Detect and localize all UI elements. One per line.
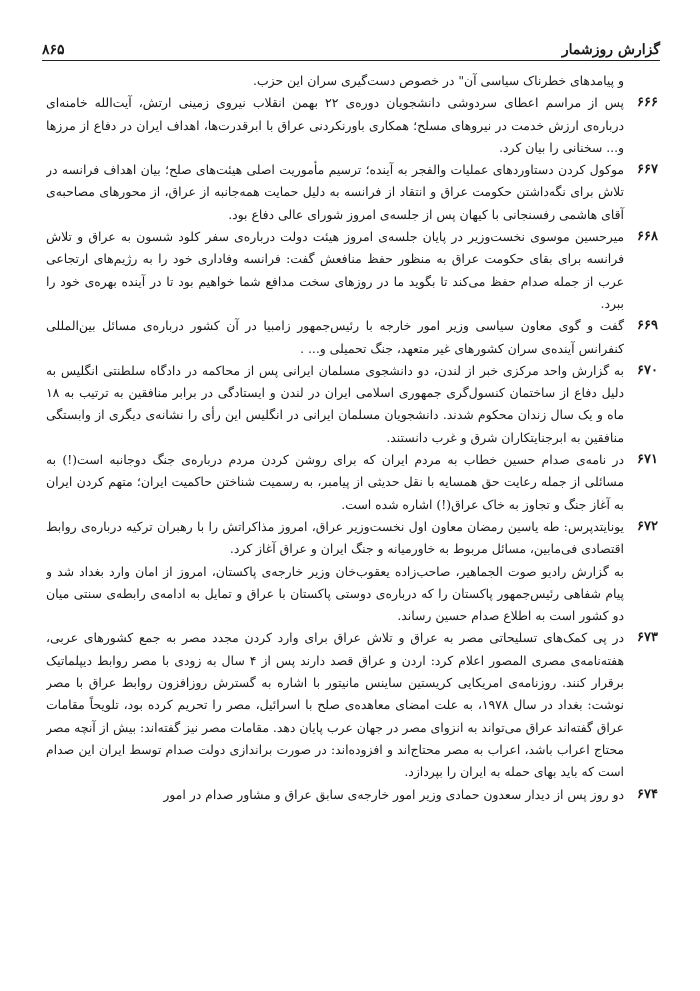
entry	[46, 784, 658, 806]
entry-text	[46, 449, 624, 516]
entry-number: ۶۷۳	[637, 630, 658, 646]
entry-text	[46, 92, 624, 159]
entry-paragraph: میرحسین موسوی نخست‌وزیر در پایان جلسه‌ی امروز هیئت دولت درباره‌ی سفر کلود شسون به عراق و تلاش فرانسه برای بقای حکومت عراق به منظور حفظ منافعش گفت: فرانسه وفاداری خود را به رژیم‌های ارتجاعی عرب از جمله صدام حفظ می‌کند تا بگوید ما در روزهای سخت مدافع شما خواهیم بود تا در آینده بهره‌ی خود را ببرد.	[46, 229, 624, 311]
entry-number: ۶۷۴	[637, 786, 658, 802]
entry	[46, 627, 658, 783]
entry-number: ۶۷۰	[637, 362, 658, 378]
entry-number: ۶۶۷	[637, 162, 658, 178]
continued-paragraph: و پیامدهای خطرناک سیاسی آن" در خصوص دست‌گیری سران این حزب.	[252, 73, 624, 88]
entry	[46, 360, 658, 449]
entry-number: ۶۷۲	[637, 518, 658, 534]
entry-paragraph: در نامه‌ی صدام حسین خطاب به مردم ایران که برای روشن کردن مردم درباره‌ی جنگ دوجانبه است(!) به مسائلی از جمله رعایت حق همسایه با نقل حدیثی از پیامبر، به رسمیت شناختن حاکمیت ایران؛ متهم کردن ایران به آغاز جنگ و تجاوز به خاک عراق(!) اشاره شده است.	[46, 452, 624, 512]
entry	[46, 92, 658, 159]
entry-paragraph: موکول کردن دستاوردهای عملیات والفجر به آینده؛ ترسیم مأموریت اصلی هیئت‌های صلح؛ بیان اهداف فرانسه در تلاش برای نگه‌داشتن حکومت عراق و انتقاد از فرانسه به دلیل حمایت همه‌جانبه از عراق، از محورهای مصاحبه‌ی آقای هاشمی رفسنجانی با کیهان پس از جلسه‌ی امروز شورای عالی دفاع بود.	[46, 162, 624, 222]
entry-paragraph: به گزارش واحد مرکزی خبر از لندن، دو دانشجوی مسلمان ایرانی پس از محاکمه در دادگاه سلطنتی انگلیس به دلیل دفاع از ساختمان کنسول‌گری جمهوری اسلامی ایران در لندن و ایستادگی در برابر منافقین به ترتیب به ۱۸ ماه و یک سال زندان محکوم شدند. دانشجویان مسلمان ایرانی در انگلیس این رأی را نشانه‌ی دیگری از وابستگی منافقین به ابرجنایتکاران شرق و غرب دانستند.	[46, 362, 624, 445]
entry-text	[46, 315, 624, 360]
entry-number: ۶۶۸	[637, 229, 658, 245]
running-title: گزارش روزشمار	[561, 42, 660, 58]
entry-paragraph: پس از مراسم اعطای سردوشی دانشجویان دوره‌ی ۲۲ بهمن انقلاب نیروی زمینی ارتش، آیت‌الله خامنه‌ای درباره‌ی ارزش خدمت در نیروهای مسلح؛ همکاری باورنکردنی عراق با ابرقدرت‌ها، اهداف ایران در دفاع از مرزها و... سخنانی را بیان کرد.	[46, 95, 624, 155]
entry	[46, 449, 658, 516]
entry-number: ۶۷۱	[637, 452, 658, 468]
entry-paragraph: دو روز پس از دیدار سعدون حمادی وزیر امور خارجه‌ی سابق عراق و مشاور صدام در امور	[163, 786, 624, 802]
entry-paragraph: در پی کمک‌های تسلیحاتی مصر به عراق و تلاش عراق برای وارد کردن مجدد مصر به جمع کشورهای عربی، هفته‌نامه‌ی مصری المصور اعلام کرد: اردن و عراق قصد دارند پس از ۴ سال به زودی با مصر روابط دیپلماتیک برقرار کنند. روزنامه‌ی امریکایی کریستین ساینس مانیتور با اشاره به گسترش روزافزون روابط عراق با مصر نوشت: بغداد در سال ۱۹۷۸، به علت امضای معاهده‌ی صلح با اسرائیل، مصر را تحریم کرده بود، تلویحاً مقامات عراق گفته‌اند عراق می‌تواند به انزوای مصر در جهان عرب پایان دهد. مقامات مصر نیز گفته‌اند: بیش از آنچه مصر محتاج اعراب باشد، اعراب به مصر محتاج‌اند و افزوده‌اند: در صورت براندازی دولت صدام توسط ایران این صدام است که باید بهای حمله به ایران را بپردازد.	[46, 630, 624, 780]
entry	[46, 315, 658, 360]
entry	[46, 226, 658, 315]
entry-text	[46, 627, 624, 783]
header-rule	[42, 60, 660, 61]
entry	[46, 516, 658, 627]
running-header	[42, 36, 660, 58]
document-body	[46, 70, 658, 977]
page-number: ۸۶۵	[42, 42, 65, 58]
entry-text	[46, 159, 624, 226]
entry-number: ۶۶۹	[637, 318, 658, 334]
entry-text	[46, 784, 624, 806]
entry-text	[46, 226, 624, 315]
entry-text	[46, 516, 624, 627]
entry-number: ۶۶۶	[637, 95, 658, 111]
entry	[46, 159, 658, 226]
entry-paragraph: به گزارش رادیو صوت الجماهیر، صاحب‌زاده یعقوب‌خان وزیر خارجه‌ی پاکستان، امروز از امان وارد بغداد شد و پیام شفاهی رئیس‌جمهور پاکستان را که درباره‌ی دوستی پاکستان با عراق و تمایل به ادامه‌ی رابطه‌ی سنتی میان دو کشور است به اطلاع صدام حسین رساند.	[46, 563, 624, 624]
entry-text	[46, 360, 624, 449]
entry-paragraph: گفت و گوی معاون سیاسی وزیر امور خارجه با رئیس‌جمهور زامبیا در آن کشور درباره‌ی مسائل بین‌المللی کنفرانس آینده‌ی سران کشورهای غیر متعهد، جنگ تحمیلی و... .	[46, 318, 624, 356]
entry-paragraph: یونایتدپرس: طه یاسین رمضان معاون اول نخست‌وزیر عراق، امروز مذاکراتش را با رهبران ترکیه درباره‌ی روابط اقتصادی فی‌مابین، مسائل مربوط به خاورمیانه و جنگ ایران و عراق آغاز کرد.	[46, 518, 624, 557]
